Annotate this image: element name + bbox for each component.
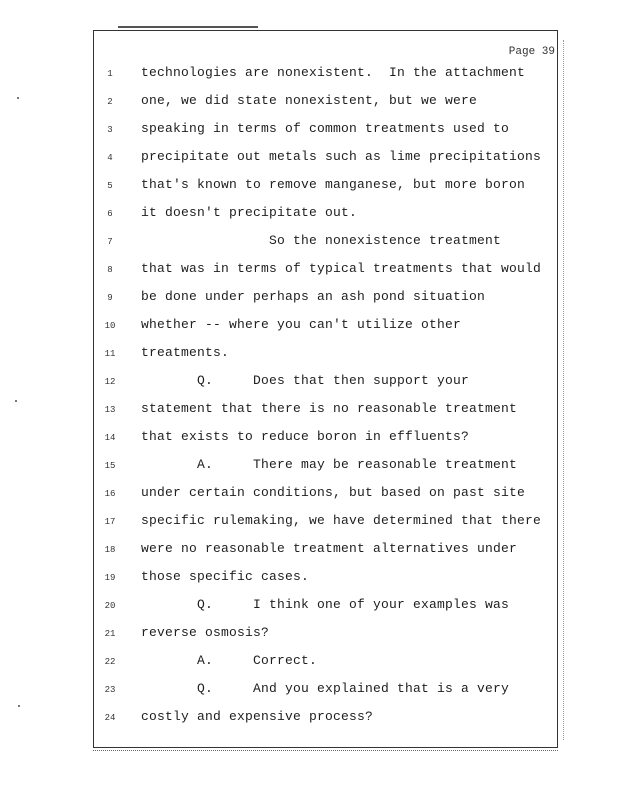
line-text: treatments. xyxy=(141,345,230,360)
line-number: 17 xyxy=(104,517,116,527)
line-text: A. Correct. xyxy=(141,653,318,668)
line-text: precipitate out metals such as lime precipitations xyxy=(141,149,542,164)
line-number: 4 xyxy=(107,153,113,163)
line-number: 13 xyxy=(104,405,116,415)
line-number: 20 xyxy=(104,601,116,611)
transcript-line xyxy=(0,429,618,449)
transcript-line xyxy=(0,457,618,477)
page-number: Page 39 xyxy=(508,46,555,58)
line-text: be done under perhaps an ash pond situation xyxy=(141,289,486,304)
line-number: 7 xyxy=(107,237,113,247)
line-number: 9 xyxy=(107,293,113,303)
line-number: 15 xyxy=(104,461,116,471)
transcript-line xyxy=(0,205,618,225)
line-number: 1 xyxy=(107,69,113,79)
transcript-line xyxy=(0,681,618,701)
line-text: Q. And you explained that is a very xyxy=(141,681,510,696)
line-text: that was in terms of typical treatments that would xyxy=(141,261,542,276)
line-text: technologies are nonexistent. In the attachment xyxy=(141,65,526,80)
transcript-line xyxy=(0,233,618,253)
line-number: 14 xyxy=(104,433,116,443)
line-number: 11 xyxy=(104,349,116,359)
line-number: 16 xyxy=(104,489,116,499)
scan-speck xyxy=(18,705,20,707)
transcript-line xyxy=(0,149,618,169)
transcript-line xyxy=(0,541,618,561)
transcript-line xyxy=(0,625,618,645)
line-text: A. There may be reasonable treatment xyxy=(141,457,518,472)
transcript-line xyxy=(0,317,618,337)
line-text: one, we did state nonexistent, but we were xyxy=(141,93,478,108)
line-text: were no reasonable treatment alternatives under xyxy=(141,541,518,556)
transcript-line xyxy=(0,289,618,309)
transcript-line xyxy=(0,345,618,365)
transcript-line xyxy=(0,513,618,533)
transcript-line xyxy=(0,65,618,85)
line-text: So the nonexistence treatment xyxy=(141,233,502,248)
line-text: that exists to reduce boron in effluents? xyxy=(141,429,470,444)
line-number: 24 xyxy=(104,713,116,723)
transcript-line xyxy=(0,401,618,421)
line-number: 21 xyxy=(104,629,116,639)
line-number: 6 xyxy=(107,209,113,219)
line-text: costly and expensive process? xyxy=(141,709,374,724)
frame-top-rule xyxy=(118,26,258,28)
line-text: under certain conditions, but based on past site xyxy=(141,485,526,500)
transcript-line xyxy=(0,653,618,673)
line-text: whether -- where you can't utilize other xyxy=(141,317,462,332)
line-number: 10 xyxy=(104,321,116,331)
line-number: 3 xyxy=(107,125,113,135)
line-text: that's known to remove manganese, but more boron xyxy=(141,177,526,192)
transcript-line xyxy=(0,261,618,281)
line-text: those specific cases. xyxy=(141,569,310,584)
line-number: 19 xyxy=(104,573,116,583)
line-number: 23 xyxy=(104,685,116,695)
transcript-line xyxy=(0,121,618,141)
transcript-line xyxy=(0,177,618,197)
line-number: 12 xyxy=(104,377,116,387)
line-text: Q. Does that then support your xyxy=(141,373,470,388)
line-number: 5 xyxy=(107,181,113,191)
frame-bottom-rule xyxy=(93,750,558,753)
transcript-line xyxy=(0,373,618,393)
line-text: specific rulemaking, we have determined that there xyxy=(141,513,542,528)
transcript-line xyxy=(0,93,618,113)
line-text: reverse osmosis? xyxy=(141,625,270,640)
line-text: it doesn't precipitate out. xyxy=(141,205,358,220)
line-number: 2 xyxy=(107,97,113,107)
line-number: 18 xyxy=(104,545,116,555)
line-text: statement that there is no reasonable treatment xyxy=(141,401,518,416)
transcript-line xyxy=(0,569,618,589)
transcript-line xyxy=(0,597,618,617)
line-text: Q. I think one of your examples was xyxy=(141,597,510,612)
line-text: speaking in terms of common treatments used to xyxy=(141,121,510,136)
line-number: 8 xyxy=(107,265,113,275)
transcript-line xyxy=(0,709,618,729)
transcript-line xyxy=(0,485,618,505)
line-number: 22 xyxy=(104,657,116,667)
